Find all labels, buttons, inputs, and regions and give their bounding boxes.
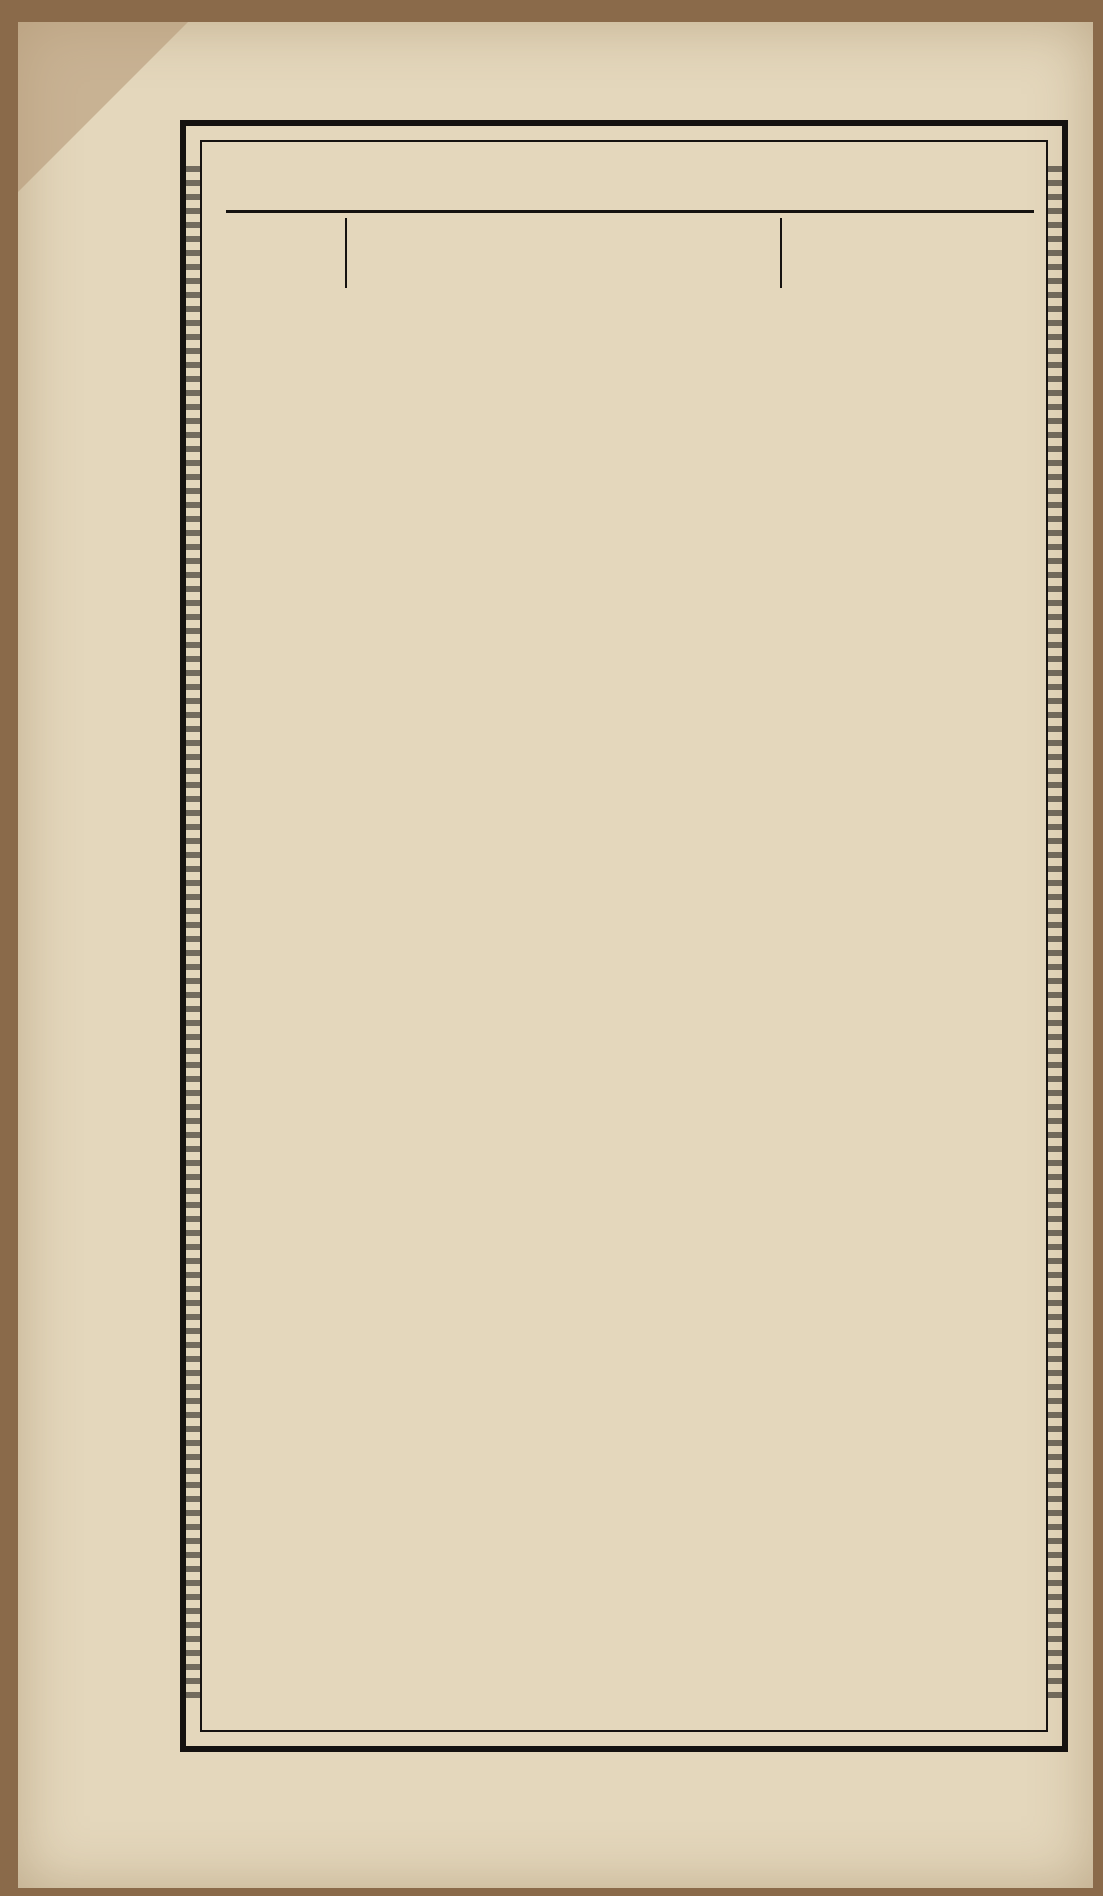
folded-corner [18, 22, 188, 192]
month-title [226, 156, 1034, 206]
header-griechisch [782, 218, 1034, 288]
column-headers [226, 218, 1034, 288]
title-rule [226, 210, 1034, 213]
calendar-frame [180, 120, 1068, 1752]
inner-border [200, 140, 1048, 1732]
left-ornament [186, 166, 200, 1706]
header-weekday [226, 218, 347, 288]
header-allgemeiner [347, 218, 782, 288]
right-ornament [1048, 166, 1062, 1706]
